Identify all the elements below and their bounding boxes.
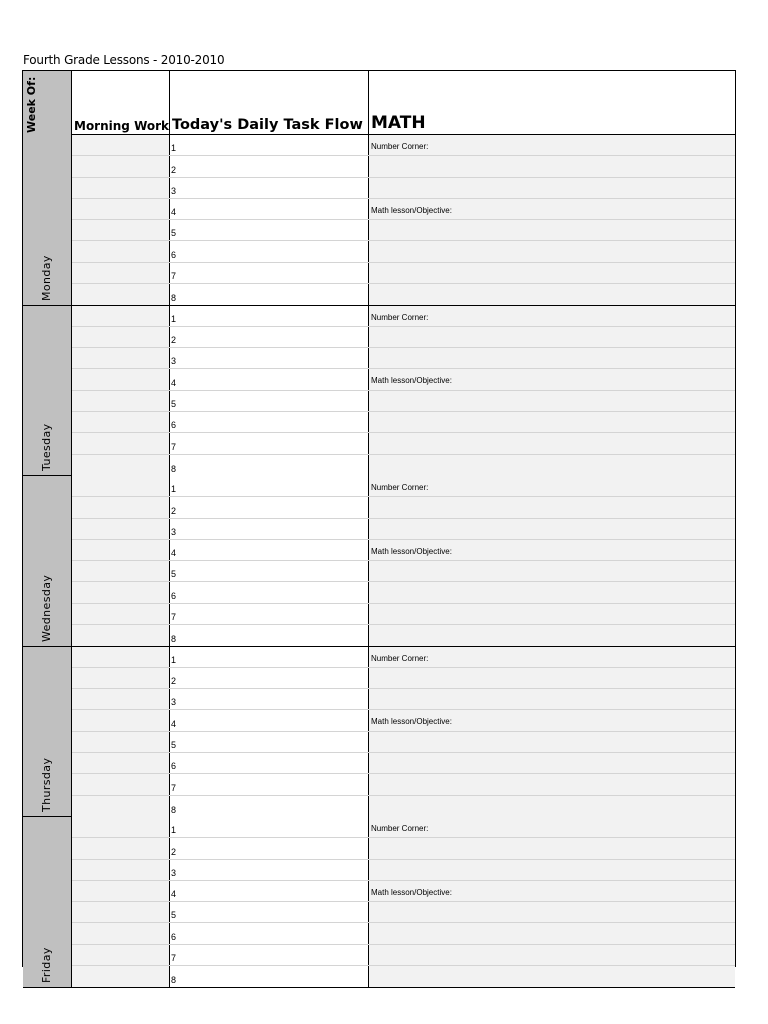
- task-number: 2: [171, 164, 177, 175]
- task-number: 6: [171, 761, 177, 772]
- task-number: 5: [171, 228, 177, 239]
- day-rows: [72, 647, 735, 817]
- task-number: 8: [171, 293, 177, 304]
- day-sections: [23, 135, 735, 988]
- morning-work-cell[interactable]: [72, 241, 170, 261]
- math-cell[interactable]: [369, 923, 735, 943]
- morning-work-cell[interactable]: [72, 412, 170, 432]
- task-number: 3: [171, 356, 177, 367]
- task-flow-cell[interactable]: [170, 732, 369, 752]
- table-row: [72, 647, 735, 668]
- day-rows: [72, 476, 735, 646]
- header-row: [23, 71, 735, 135]
- day-rows: [72, 817, 735, 987]
- math-cell[interactable]: [369, 199, 735, 219]
- morning-work-cell[interactable]: [72, 455, 170, 476]
- day-section: [23, 476, 735, 647]
- table-row: [72, 838, 735, 859]
- math-cell[interactable]: [369, 966, 735, 987]
- table-row: [72, 412, 735, 433]
- morning-work-cell[interactable]: [72, 945, 170, 965]
- week-of-label: Week Of:: [25, 76, 38, 133]
- math-cell[interactable]: [369, 540, 735, 560]
- math-lesson-label: Math lesson/Objective:: [371, 887, 452, 897]
- task-flow-cell[interactable]: [170, 412, 369, 432]
- table-row: [72, 582, 735, 603]
- day-section: [23, 817, 735, 988]
- morning-work-cell[interactable]: [72, 369, 170, 389]
- task-flow-cell[interactable]: [170, 476, 369, 496]
- task-flow-cell[interactable]: [170, 391, 369, 411]
- morning-work-cell[interactable]: [72, 199, 170, 219]
- morning-work-cell[interactable]: [72, 156, 170, 176]
- morning-work-cell[interactable]: [72, 135, 170, 155]
- math-lesson-label: Math lesson/Objective:: [371, 376, 452, 386]
- task-number: 6: [171, 590, 177, 601]
- task-flow-cell[interactable]: [170, 263, 369, 283]
- day-section: [23, 306, 735, 477]
- task-flow-cell[interactable]: [170, 284, 369, 305]
- morning-work-cell[interactable]: [72, 497, 170, 517]
- task-flow-cell[interactable]: [170, 327, 369, 347]
- day-rows: [72, 306, 735, 476]
- table-row: [72, 923, 735, 944]
- math-cell[interactable]: [369, 135, 735, 155]
- math-cell[interactable]: [369, 561, 735, 581]
- table-row: [72, 817, 735, 838]
- math-cell[interactable]: [369, 391, 735, 411]
- task-number: 8: [171, 634, 177, 645]
- task-flow-cell[interactable]: [170, 945, 369, 965]
- task-number: 5: [171, 739, 177, 750]
- morning-work-cell[interactable]: [72, 966, 170, 987]
- math-cell[interactable]: [369, 327, 735, 347]
- math-cell[interactable]: [369, 732, 735, 752]
- table-row: [72, 668, 735, 689]
- math-cell[interactable]: [369, 689, 735, 709]
- math-label: MATH: [371, 113, 426, 133]
- day-name: Friday: [40, 946, 53, 983]
- table-row: [72, 540, 735, 561]
- morning-work-cell[interactable]: [72, 732, 170, 752]
- table-row: [72, 263, 735, 284]
- table-row: [72, 966, 735, 987]
- math-cell[interactable]: [369, 625, 735, 646]
- task-number: 7: [171, 953, 177, 964]
- morning-work-cell[interactable]: [72, 881, 170, 901]
- task-flow-cell[interactable]: [170, 241, 369, 261]
- morning-work-cell[interactable]: [72, 284, 170, 305]
- table-row: [72, 710, 735, 731]
- morning-work-cell[interactable]: [72, 689, 170, 709]
- math-cell[interactable]: [369, 519, 735, 539]
- math-cell[interactable]: [369, 753, 735, 773]
- math-lesson-label: Math lesson/Objective:: [371, 205, 452, 215]
- task-flow-cell[interactable]: [170, 881, 369, 901]
- math-header: [369, 71, 735, 134]
- day-name: Thursday: [40, 757, 53, 812]
- table-row: [72, 625, 735, 646]
- task-number: 2: [171, 846, 177, 857]
- morning-work-cell[interactable]: [72, 668, 170, 688]
- number-corner-label: Number Corner:: [371, 312, 429, 322]
- task-flow-cell[interactable]: [170, 689, 369, 709]
- task-number: 3: [171, 526, 177, 537]
- morning-work-cell[interactable]: [72, 860, 170, 880]
- math-cell[interactable]: [369, 348, 735, 368]
- table-row: [72, 284, 735, 305]
- math-cell[interactable]: [369, 582, 735, 602]
- table-row: [72, 391, 735, 412]
- task-flow-cell[interactable]: [170, 966, 369, 987]
- task-number: 2: [171, 505, 177, 516]
- task-flow-cell[interactable]: [170, 455, 369, 476]
- task-flow-cell[interactable]: [170, 369, 369, 389]
- morning-work-cell[interactable]: [72, 263, 170, 283]
- math-cell[interactable]: [369, 241, 735, 261]
- math-cell[interactable]: [369, 860, 735, 880]
- table-row: [72, 753, 735, 774]
- morning-work-cell[interactable]: [72, 178, 170, 198]
- task-flow-cell[interactable]: [170, 817, 369, 837]
- task-number: 4: [171, 889, 177, 900]
- task-flow-cell[interactable]: [170, 348, 369, 368]
- table-row: [72, 689, 735, 710]
- morning-work-cell[interactable]: [72, 220, 170, 240]
- task-number: 1: [171, 313, 177, 324]
- task-flow-cell[interactable]: [170, 753, 369, 773]
- day-name: Wednesday: [40, 574, 53, 642]
- math-lesson-label: Math lesson/Objective:: [371, 546, 452, 556]
- task-flow-label: Today's Daily Task Flow: [172, 117, 363, 133]
- task-flow-cell[interactable]: [170, 220, 369, 240]
- task-number: 3: [171, 867, 177, 878]
- math-cell[interactable]: [369, 945, 735, 965]
- math-cell[interactable]: [369, 497, 735, 517]
- table-row: [72, 369, 735, 390]
- math-cell[interactable]: [369, 604, 735, 624]
- morning-work-cell[interactable]: [72, 540, 170, 560]
- day-label-cell: [23, 476, 72, 646]
- morning-work-cell[interactable]: [72, 902, 170, 922]
- task-flow-cell[interactable]: [170, 923, 369, 943]
- math-cell[interactable]: [369, 647, 735, 667]
- task-number: 4: [171, 548, 177, 559]
- math-cell[interactable]: [369, 710, 735, 730]
- table-row: [72, 306, 735, 327]
- morning-work-cell[interactable]: [72, 923, 170, 943]
- task-flow-cell[interactable]: [170, 178, 369, 198]
- day-rows: [72, 135, 735, 305]
- table-row: [72, 561, 735, 582]
- table-row: [72, 220, 735, 241]
- day-label-cell: [23, 817, 72, 987]
- table-row: [72, 860, 735, 881]
- table-row: [72, 327, 735, 348]
- task-flow-cell[interactable]: [170, 135, 369, 155]
- morning-work-cell[interactable]: [72, 753, 170, 773]
- morning-work-cell[interactable]: [72, 604, 170, 624]
- task-number: 7: [171, 612, 177, 623]
- table-row: [72, 348, 735, 369]
- task-number: 4: [171, 718, 177, 729]
- math-cell[interactable]: [369, 838, 735, 858]
- morning-work-cell[interactable]: [72, 433, 170, 453]
- task-number: 8: [171, 804, 177, 815]
- table-row: [72, 497, 735, 518]
- task-flow-cell[interactable]: [170, 838, 369, 858]
- number-corner-label: Number Corner:: [371, 142, 429, 151]
- morning-work-cell[interactable]: [72, 625, 170, 646]
- task-flow-cell[interactable]: [170, 540, 369, 560]
- task-number: 3: [171, 697, 177, 708]
- morning-work-cell[interactable]: [72, 327, 170, 347]
- number-corner-label: Number Corner:: [371, 824, 429, 833]
- table-row: [72, 241, 735, 262]
- morning-work-cell[interactable]: [72, 561, 170, 581]
- math-cell[interactable]: [369, 220, 735, 240]
- day-label-cell: [23, 647, 72, 817]
- number-corner-label: Number Corner:: [371, 653, 429, 663]
- table-row: [72, 902, 735, 923]
- task-number: 1: [171, 825, 177, 836]
- math-cell[interactable]: [369, 455, 735, 476]
- table-row: [72, 604, 735, 625]
- task-number: 4: [171, 207, 177, 218]
- morning-work-cell[interactable]: [72, 519, 170, 539]
- morning-work-header: [72, 71, 170, 134]
- lesson-plan-sheet: [22, 70, 736, 986]
- task-number: 8: [171, 975, 177, 986]
- task-number: 8: [171, 463, 177, 474]
- morning-work-cell[interactable]: [72, 647, 170, 667]
- math-lesson-label: Math lesson/Objective:: [371, 717, 452, 727]
- task-number: 6: [171, 249, 177, 260]
- task-flow-cell[interactable]: [170, 902, 369, 922]
- task-number: 5: [171, 910, 177, 921]
- task-flow-cell[interactable]: [170, 796, 369, 817]
- task-flow-cell[interactable]: [170, 647, 369, 667]
- task-number: 2: [171, 676, 177, 687]
- morning-work-cell[interactable]: [72, 710, 170, 730]
- day-section: [23, 647, 735, 818]
- morning-work-cell[interactable]: [72, 817, 170, 837]
- morning-work-cell[interactable]: [72, 348, 170, 368]
- task-number: 6: [171, 931, 177, 942]
- morning-work-cell[interactable]: [72, 838, 170, 858]
- day-label-cell: [23, 306, 72, 476]
- math-cell[interactable]: [369, 817, 735, 837]
- task-number: 1: [171, 654, 177, 665]
- task-number: 7: [171, 271, 177, 282]
- task-flow-cell[interactable]: [170, 860, 369, 880]
- math-cell[interactable]: [369, 369, 735, 389]
- table-row: [72, 945, 735, 966]
- morning-work-label: Morning Work: [74, 119, 170, 133]
- task-number: 5: [171, 569, 177, 580]
- task-flow-cell[interactable]: [170, 710, 369, 730]
- math-cell[interactable]: [369, 668, 735, 688]
- day-name: Tuesday: [40, 423, 53, 471]
- table-row: [72, 774, 735, 795]
- task-number: 5: [171, 398, 177, 409]
- morning-work-cell[interactable]: [72, 774, 170, 794]
- task-number: 4: [171, 377, 177, 388]
- task-number: 7: [171, 782, 177, 793]
- table-row: [72, 199, 735, 220]
- table-row: [72, 135, 735, 156]
- table-row: [72, 178, 735, 199]
- task-number: 7: [171, 441, 177, 452]
- task-flow-cell[interactable]: [170, 774, 369, 794]
- number-corner-label: Number Corner:: [371, 483, 429, 492]
- math-cell[interactable]: [369, 412, 735, 432]
- table-row: [72, 519, 735, 540]
- table-row: [72, 433, 735, 454]
- math-cell[interactable]: [369, 881, 735, 901]
- task-flow-header: [170, 71, 369, 134]
- table-row: [72, 455, 735, 476]
- task-flow-cell[interactable]: [170, 519, 369, 539]
- day-name: Monday: [40, 254, 53, 301]
- task-flow-cell[interactable]: [170, 582, 369, 602]
- math-cell[interactable]: [369, 902, 735, 922]
- math-cell[interactable]: [369, 476, 735, 496]
- day-label-cell: [23, 135, 72, 305]
- task-flow-cell[interactable]: [170, 497, 369, 517]
- math-cell[interactable]: [369, 796, 735, 817]
- task-flow-cell[interactable]: [170, 561, 369, 581]
- task-flow-cell[interactable]: [170, 668, 369, 688]
- task-number: 6: [171, 420, 177, 431]
- math-cell[interactable]: [369, 433, 735, 453]
- task-flow-cell[interactable]: [170, 306, 369, 326]
- table-row: [72, 881, 735, 902]
- table-row: [72, 476, 735, 497]
- morning-work-cell[interactable]: [72, 476, 170, 496]
- task-number: 2: [171, 335, 177, 346]
- table-row: [72, 156, 735, 177]
- math-cell[interactable]: [369, 774, 735, 794]
- task-flow-cell[interactable]: [170, 625, 369, 646]
- task-number: 3: [171, 185, 177, 196]
- morning-work-cell[interactable]: [72, 796, 170, 817]
- table-row: [72, 732, 735, 753]
- task-flow-cell[interactable]: [170, 156, 369, 176]
- math-cell[interactable]: [369, 284, 735, 305]
- task-number: 1: [171, 484, 177, 495]
- document-title: Fourth Grade Lessons - 2010-2010: [23, 53, 225, 67]
- math-cell[interactable]: [369, 306, 735, 326]
- math-cell[interactable]: [369, 178, 735, 198]
- task-flow-cell[interactable]: [170, 199, 369, 219]
- task-flow-cell[interactable]: [170, 433, 369, 453]
- day-section: [23, 135, 735, 306]
- task-number: 1: [171, 143, 177, 154]
- table-row: [72, 796, 735, 817]
- morning-work-cell[interactable]: [72, 582, 170, 602]
- morning-work-cell[interactable]: [72, 391, 170, 411]
- week-of-header: [23, 71, 72, 135]
- math-cell[interactable]: [369, 263, 735, 283]
- math-cell[interactable]: [369, 156, 735, 176]
- task-flow-cell[interactable]: [170, 604, 369, 624]
- morning-work-cell[interactable]: [72, 306, 170, 326]
